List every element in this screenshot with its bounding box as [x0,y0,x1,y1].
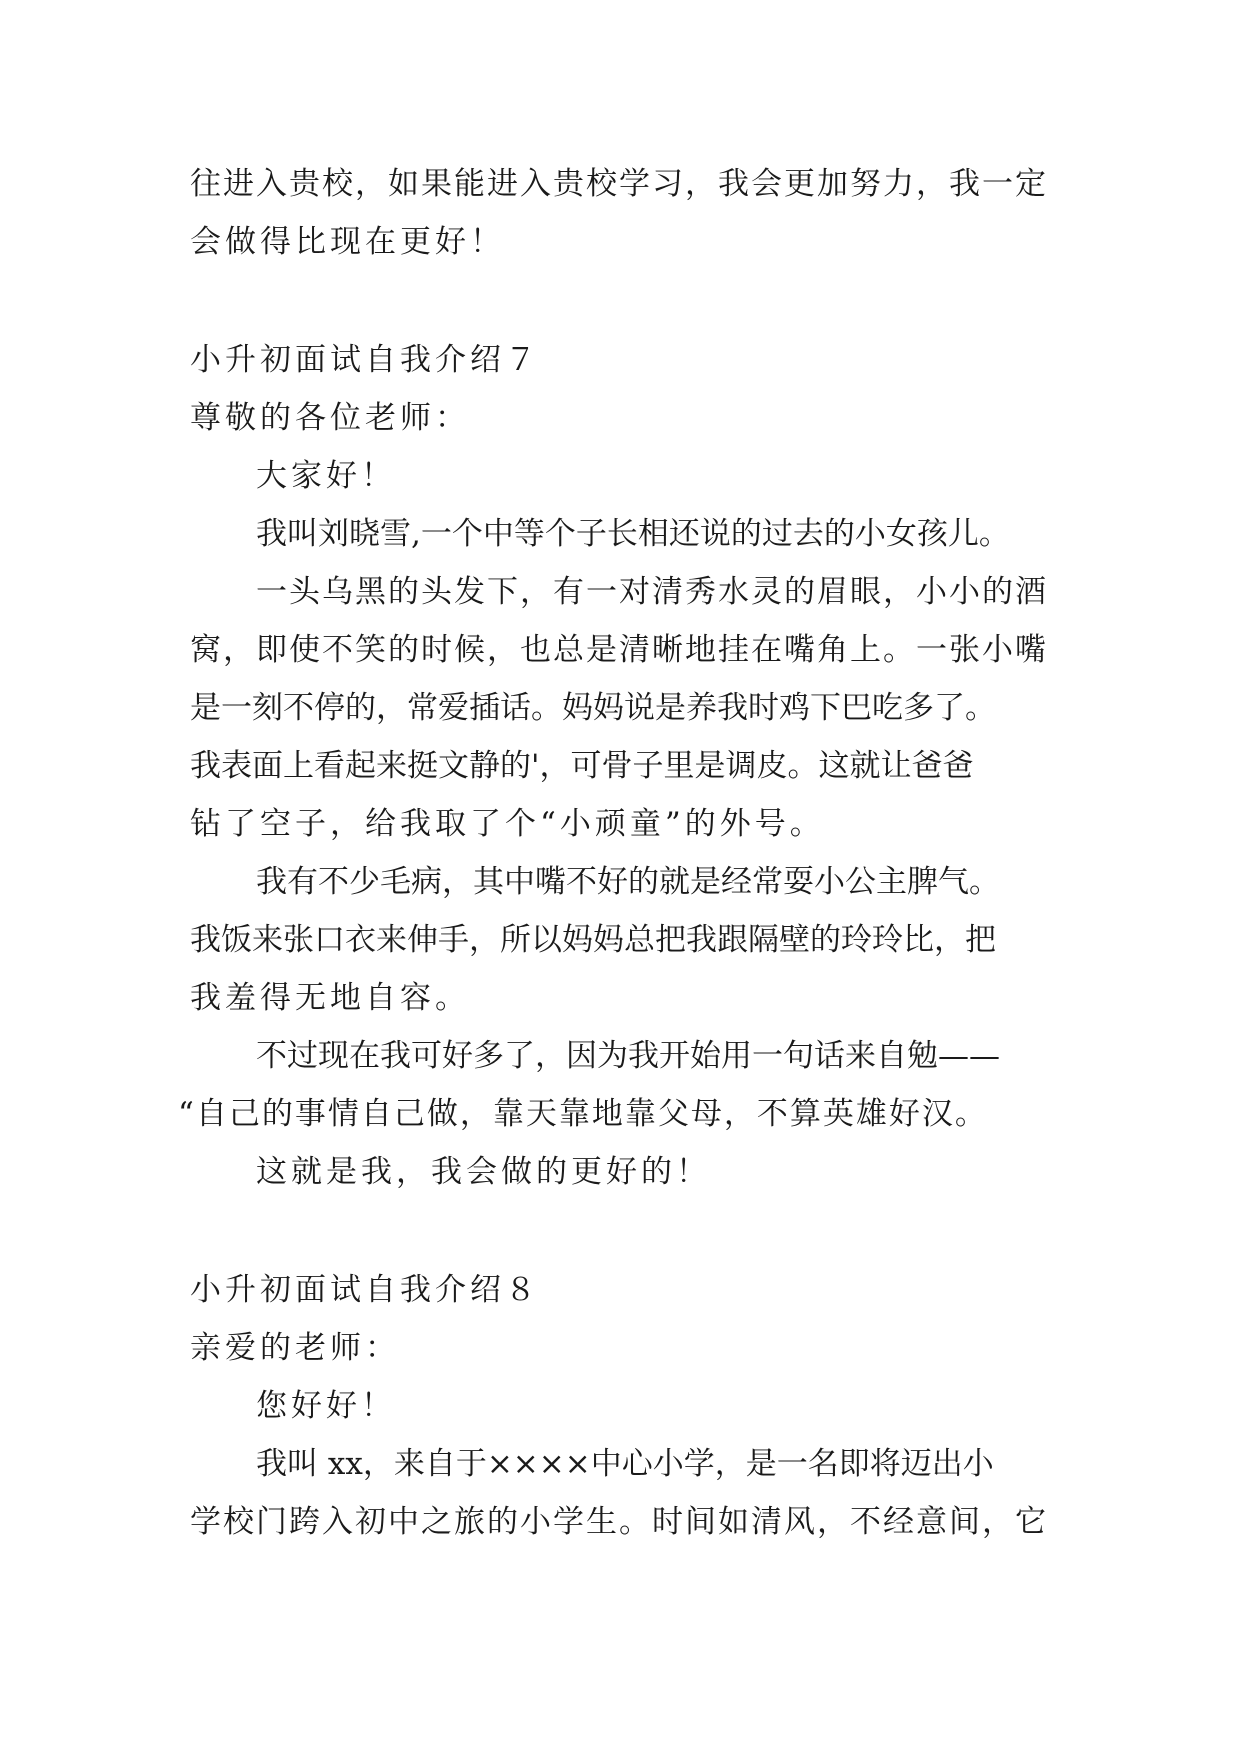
salutation: 亲爱的老师： [190,1330,400,1366]
section-heading: 小升初面试自我介绍８ [190,1272,540,1308]
paragraph-line: 我叫 xx，来自于××××中心小学，是一名即将迈出小 [256,1446,994,1482]
salutation: 尊敬的各位老师： [190,400,470,436]
paragraph-line: 会做得比现在更好！ [190,224,505,260]
paragraph-line: 我羞得无地自容。 [190,980,470,1016]
paragraph-line: 我有不少毛病，其中嘴不好的就是经常耍小公主脾气。 [256,864,1000,900]
paragraph-line: 是一刻不停的，常爱插话。妈妈说是养我时鸡下巴吃多了。 [190,690,996,726]
paragraph-line: 我表面上看起来挺文静的'，可骨子里是调皮。这就让爸爸 [190,748,974,784]
paragraph-line: 一头乌黑的头发下，有一对清秀水灵的眉眼，小小的酒 [256,574,1048,610]
paragraph-line: 钻了空子，给我取了个“小顽童”的外号。 [190,806,825,842]
paragraph-line: 窝，即使不笑的时候，也总是清晰地挂在嘴角上。一张小嘴 [190,632,1048,668]
paragraph-line: 不过现在我可好多了，因为我开始用一句话来自勉—— [256,1038,1000,1074]
paragraph-line: 我叫刘晓雪,一个中等个子长相还说的过去的小女孩儿。 [256,516,1010,552]
paragraph-line: 这就是我，我会做的更好的！ [256,1154,711,1190]
paragraph-line: 往进入贵校，如果能进入贵校学习，我会更加努力，我一定 [190,166,1048,202]
paragraph-line: 我饭来张口衣来伸手，所以妈妈总把我跟隔壁的玲玲比，把 [190,922,996,958]
greeting: 您好好！ [256,1388,396,1424]
paragraph-line: 学校门跨入初中之旅的小学生。时间如清风，不经意间，它 [190,1504,1048,1540]
section-heading: 小升初面试自我介绍７ [190,342,540,378]
greeting: 大家好！ [256,458,396,494]
paragraph-line: “自己的事情自己做，靠天靠地靠父母，不算英雄好汉。 [178,1096,988,1132]
